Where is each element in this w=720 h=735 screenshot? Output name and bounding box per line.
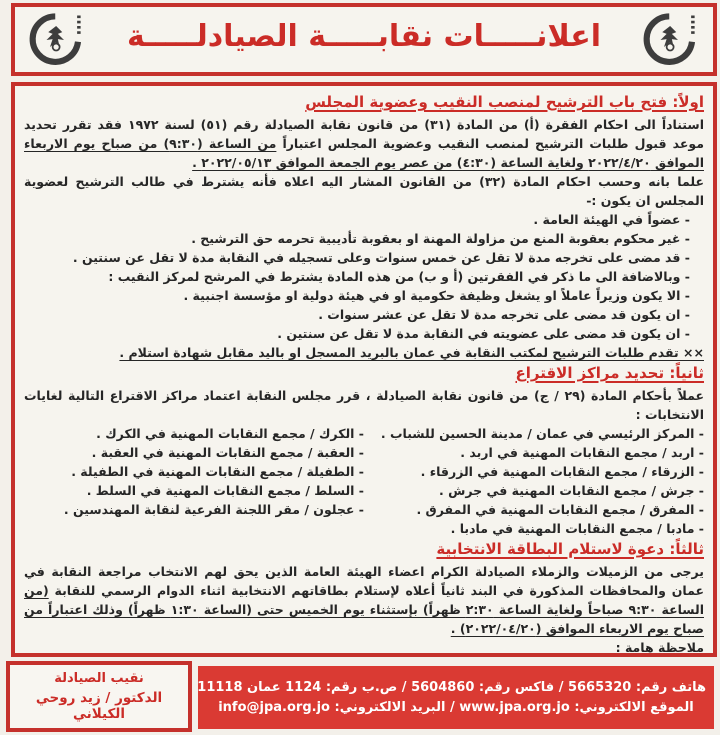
- section3-body-times: (من الساعة ٩:٣٠ صباحاً ولغاية الساعة ٢:٣٠ ظهراً) بإستثناء يوم الخميس حتى (الساعة ١:٣٠ ظهراً) وذلك اعتباراً من صباح يوم الاربعاء الموافق (٢٠٢٢/٠٤/٢٠) .: [24, 583, 704, 636]
- contact-web-line: الموقع الالكتروني: www.jpa.org.jo / البريد الالكتروني: info@jpa.org.jo: [218, 700, 694, 715]
- contact-band: [198, 666, 714, 729]
- list-item: - المركز الرئيسي في عمان / مدينة الحسين للشباب .: [380, 426, 704, 441]
- list-item: - ان يكون قد مضى على تخرجه مدة لا تقل عن عشر سنوات .: [318, 307, 690, 322]
- section3-heading: ثالثاً: دعوة لاستلام البطاقة الانتخابية: [436, 540, 704, 558]
- list-item: - غير محكوم بعقوبة المنع من مزاولة المهنة او بعقوبة تأديبية تحرمه حق الترشيح .: [191, 231, 690, 246]
- section1-heading: اولاً: فتح باب الترشيح لمنصب النقيب وعضوية المجلس: [305, 93, 704, 111]
- list-item: - ان يكون قد مضى على عضويته في النقابة مدة لا تقل عن سنتين .: [277, 326, 690, 341]
- section1-intro-dates: من الساعة (٩:٣٠) من صباح يوم الاربعاء الموافق ٢٠٢٢/٤/٢٠ ولغاية الساعة (٤:٣٠) من عصر يوم الجمعة الموافق ٢٠٢٢/٠٥/١٣ .: [24, 136, 704, 170]
- contact-phone-line: هاتف رقم: 5665320 / فاكس رقم: 5604860 / ص.ب رقم: 1124 عمان 11118: [197, 680, 706, 695]
- section3-body-text: يرجى من الزميلات والزملاء الصيادلة الكرام اعضاء الهيئة العامة الذين يحق لهم الانتخاب مراجعة النقابة في عمان والمحافظات المذكورة في البند ثانياً أعلاه لإستلام بطاقاتهم الانتخابية اثناء الدوام الرسمي للنقابة: [24, 564, 704, 598]
- list-item: - جرش / مجمع النقابات المهنية في جرش .: [439, 483, 704, 498]
- list-item: - السلط / مجمع النقابات المهنية في السلط .: [86, 483, 364, 498]
- list-item: - الكرك / مجمع النقابات المهنية في الكرك .: [96, 426, 364, 441]
- section1-conditions-intro: علما بانه وحسب احكام المادة (٣٢) من القانون المشار اليه اعلاه فأنه يشترط في طالب الترشيح لعضوية المجلس ان يكون :-: [24, 174, 704, 208]
- list-item: - قد مضى على تخرجه مدة لا تقل عن خمس سنوات وعلى تسجيله في النقابة مدة لا تقل عن سنتين .: [72, 250, 690, 265]
- list-item: - وبالاضافة الى ما ذكر في الفقرتين (أ و ب) من هذه المادة يشترط في المرشح لمركز النقيب :: [108, 269, 690, 284]
- header: [11, 3, 717, 76]
- list-item: - العقبة / مجمع النقابات المهنية في العقبة .: [91, 445, 364, 460]
- page-title: اعلانـــــات نقابـــــة الصيادلـــــة: [127, 18, 601, 54]
- list-item: - عضواً في الهيئة العامة .: [533, 212, 690, 227]
- list-item: - المفرق / مجمع النقابات المهنية في المفرق .: [416, 502, 704, 517]
- announcement-body: [11, 82, 717, 657]
- submission-note: ×× تقدم طلبات الترشيح لمكتب النقابة في عمان بالبريد المسجل او باليد مقابل شهادة استلام .: [119, 345, 704, 360]
- list-item: - مادبا / مجمع النقابات المهنية في مادبا .: [450, 521, 704, 536]
- candidacy-conditions-list: [24, 210, 704, 343]
- pharmacists-syndicate-logo-left-icon: [29, 12, 85, 68]
- section3-body-paragraph: [24, 562, 704, 638]
- list-item: - الا يكون وزيراً عاملاً او يشغل وظيفة حكومية او في هيئة دولية او مؤسسة اجنبية .: [183, 288, 690, 303]
- section1-intro-text: استناداً الى احكام الفقرة (أ) من المادة (٣١) من قانون نقابة الصيادلة رقم (٥١) لسنة ١٩٧٢ فقد تقرر تحديد موعد قبول طلبات الترشيح لمنصب النقيب وعضوية المجلس اعتباراً: [24, 117, 704, 151]
- section2-intro: عملاً بأحكام المادة (٢٩ / ج) من قانون نقابة الصيادلة ، قرر مجلس النقابة اعتماد مراكز الاقتراع التالية لغايات الانتخابات :: [24, 388, 704, 422]
- pharmacists-syndicate-logo-right-icon: [643, 12, 699, 68]
- signature-box: [6, 661, 192, 732]
- list-item: - اربد / مجمع النقابات المهنية في اربد .: [460, 445, 704, 460]
- section2-heading: ثانياً: تحديد مراكز الاقتراع: [515, 364, 704, 382]
- section1-intro-paragraph: [24, 115, 704, 172]
- list-item: - الزرقاء / مجمع النقابات المهنية في الزرقاء .: [420, 464, 704, 479]
- polling-centers-left-column: [24, 424, 364, 538]
- signature-title: نقيب الصيادلة: [54, 671, 144, 686]
- polling-centers: [24, 424, 704, 538]
- list-item: - عجلون / مقر اللجنة الفرعية لنقابة المهندسين .: [63, 502, 364, 517]
- list-item: - الطفيلة / مجمع النقابات المهنية في الطفيلة .: [71, 464, 364, 479]
- signature-name: الدكتور / زيد روحي الكيلاني: [35, 690, 163, 722]
- polling-centers-right-column: [364, 424, 704, 538]
- important-note-label: ملاحظة هامة :: [615, 640, 704, 655]
